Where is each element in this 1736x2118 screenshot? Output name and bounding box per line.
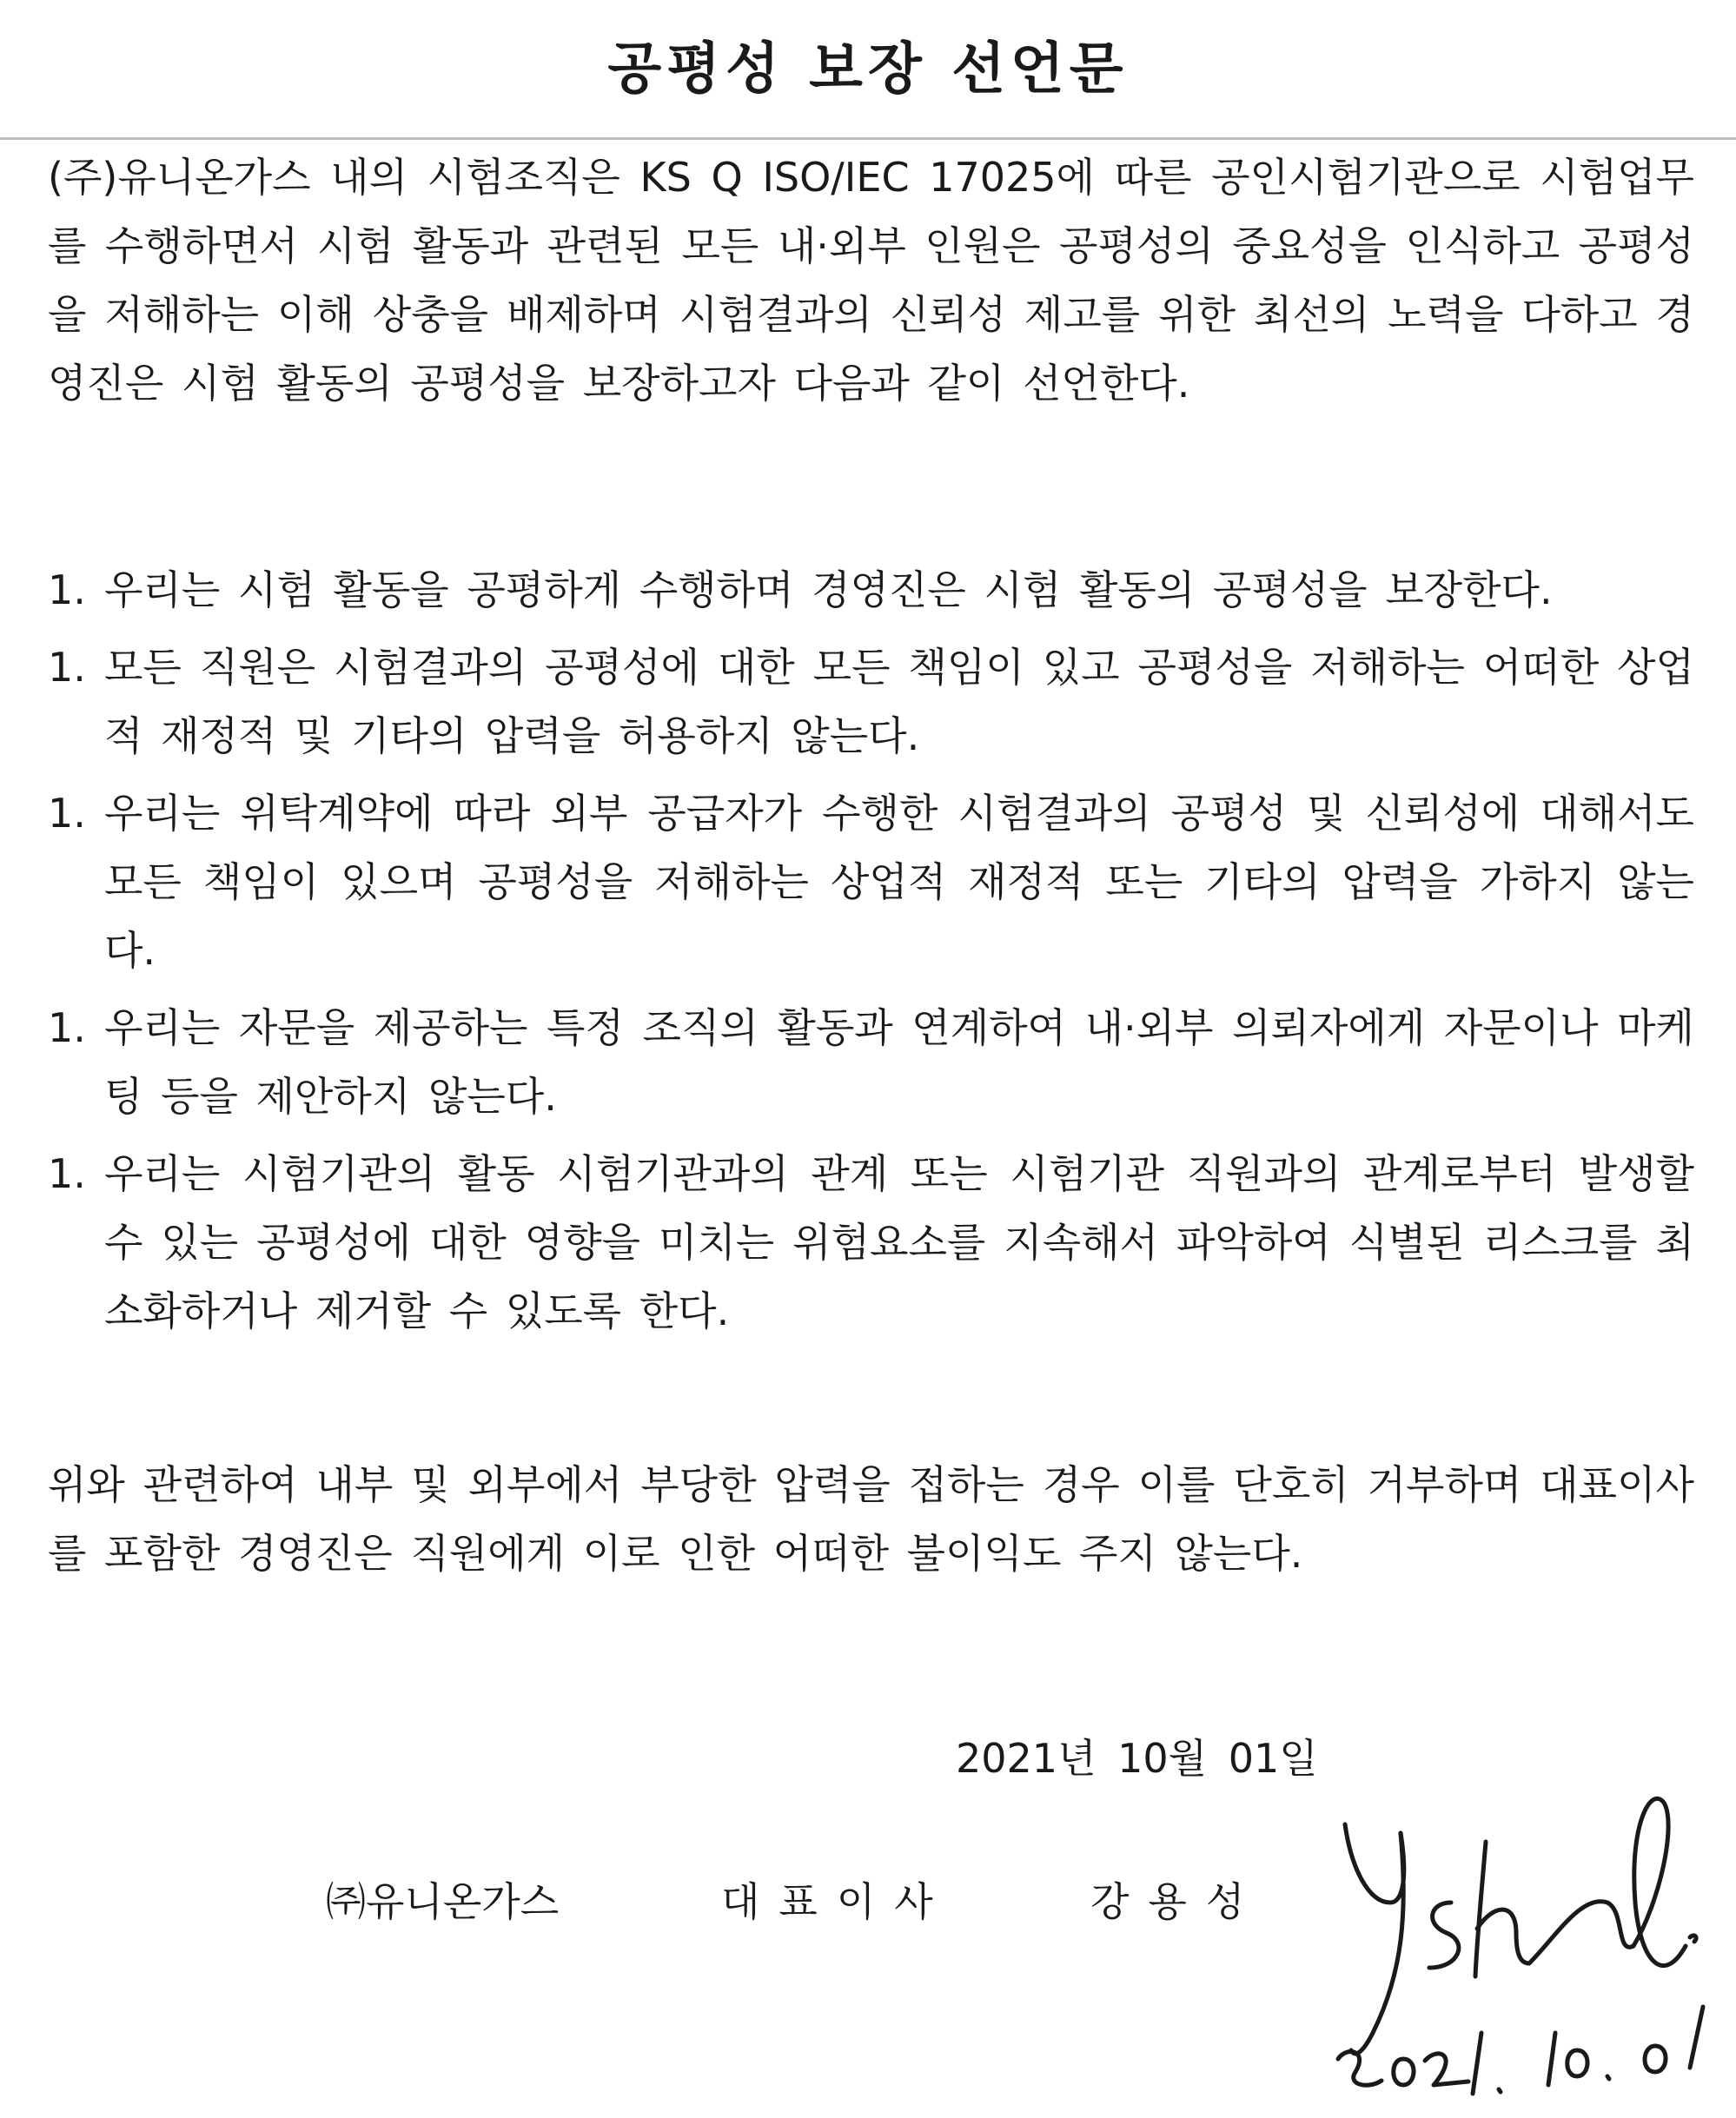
- signatory-company: ㈜유니온가스: [326, 1878, 560, 1925]
- declaration-list: [48, 556, 1694, 1346]
- declaration-item: [48, 994, 1694, 1131]
- declaration-text: 모든 직원은 시험결과의 공평성에 대한 모든 책임이 있고 공평성을 저해하는 어떠한 상업적 재정적 및 기타의 압력을 허용하지 않는다.: [104, 644, 1694, 759]
- declaration-text: 우리는 위탁계약에 따라 외부 공급자가 수행한 시험결과의 공평성 및 신뢰성에 대해서도 모든 책임이 있으며 공평성을 저해하는 상업적 재정적 또는 기타의 압력을 가하지 않는다.: [104, 790, 1694, 974]
- declaration-text: 우리는 자문을 제공하는 특정 조직의 활동과 연계하여 내·외부 의뢰자에게 자문이나 마케팅 등을 제안하지 않는다.: [104, 1004, 1694, 1120]
- declaration-number: 1.: [48, 1004, 86, 1051]
- declaration-text: 우리는 시험 활동을 공평하게 수행하며 경영진은 시험 활동의 공평성을 보장한다.: [104, 566, 1553, 613]
- declaration-number: 1.: [48, 644, 86, 691]
- closing-paragraph: 위와 관련하여 내부 및 외부에서 부당한 압력을 접하는 경우 이를 단호히 거부하며 대표이사를 포함한 경영진은 직원에게 이로 인한 어떠한 불이익도 주지 않는다.: [48, 1461, 1694, 1577]
- document-title: 공평성 보장 선언문: [607, 37, 1129, 102]
- title-divider: [0, 137, 1736, 140]
- declaration-item: [48, 1140, 1694, 1346]
- handwritten-signature: [1321, 1772, 1720, 2111]
- signatory-name: 강용성: [1090, 1878, 1264, 1925]
- declaration-item: [48, 779, 1694, 985]
- declaration-number: 1.: [48, 566, 86, 613]
- signatory-title: 대표이사: [721, 1878, 952, 1925]
- declaration-item: [48, 556, 1694, 625]
- declaration-number: 1.: [48, 1150, 86, 1197]
- declaration-text: 우리는 시험기관의 활동 시험기관과의 관계 또는 시험기관 직원과의 관계로부터 발생할 수 있는 공평성에 대한 영향을 미치는 위험요소를 지속해서 파악하여 식별된 리스크를 최소화하거나 제거할 수 있도록 한다.: [104, 1150, 1694, 1334]
- declaration-date: 2021년 10월 01일: [956, 1735, 1318, 1782]
- declaration-item: [48, 633, 1694, 771]
- declaration-number: 1.: [48, 790, 86, 837]
- intro-paragraph: (주)유니온가스 내의 시험조직은 KS Q ISO/IEC 17025에 따른 공인시험기관으로 시험업무를 수행하면서 시험 활동과 관련된 모든 내·외부 인원은 공평성의 중요성을 인식하고 공평성을 저해하는 이해 상충을 배제하며 시험결과의 신뢰성 제고를 위한 최선의 노력을 다하고 경영진은 시험 활동의 공평성을 보장하고자 다음과 같이 선언한다.: [48, 154, 1694, 407]
